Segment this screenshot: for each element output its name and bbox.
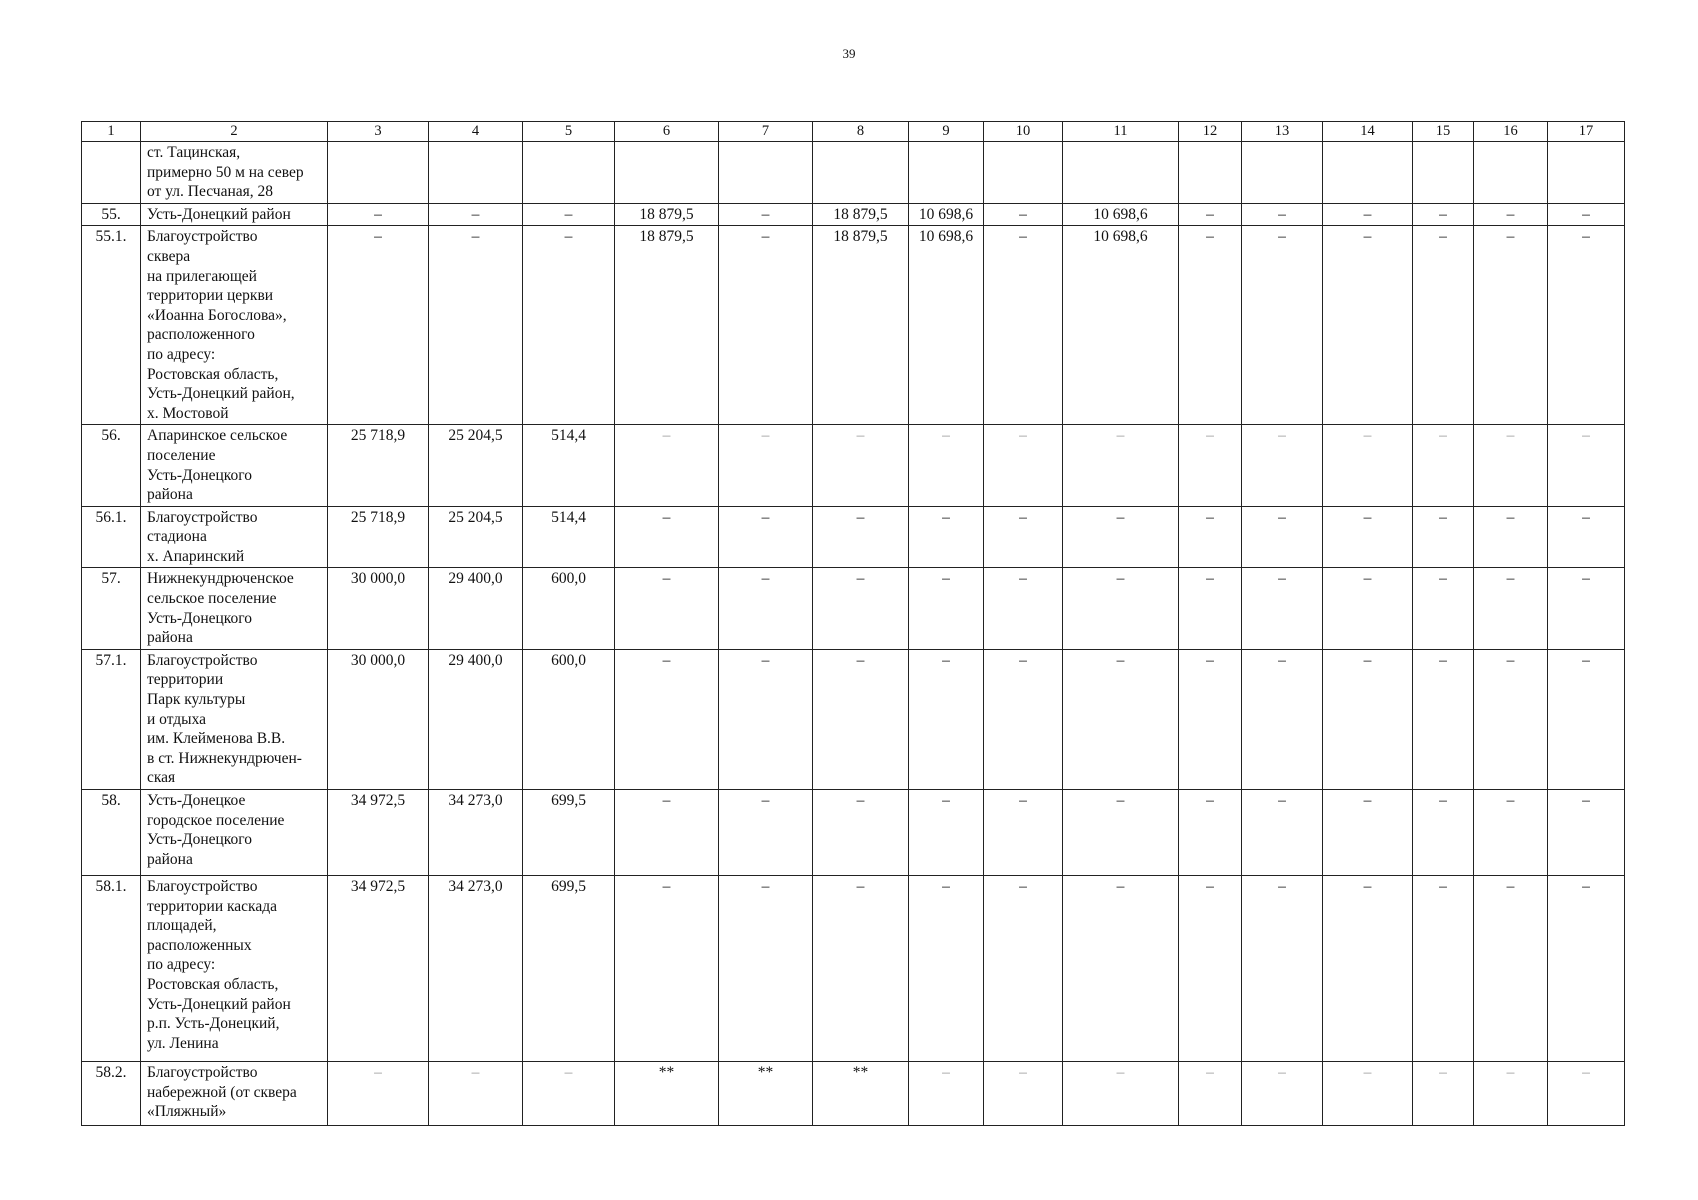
value-cell: – [429,203,523,226]
value-cell: 699,5 [523,876,615,1062]
column-header: 11 [1063,122,1179,142]
row-name [141,203,328,226]
value-cell [719,142,813,204]
value-cell: 18 879,5 [615,226,719,425]
page-number: 39 [842,46,856,61]
table-row [82,203,1625,226]
row-name-line: «Иоанна Богослова», [147,306,287,324]
value-cell: – [1474,876,1548,1062]
value-cell: – [1548,425,1625,506]
value-cell: – [1323,506,1413,568]
row-name-line: ст. Тацинская, [147,144,241,161]
value-cell: – [1063,1062,1179,1126]
column-header: 14 [1323,122,1413,142]
row-name [141,226,328,425]
value-cell: – [1548,790,1625,876]
value-cell [328,142,429,204]
value-cell: – [328,203,429,226]
value-cell: 514,4 [523,425,615,506]
row-name-line: х. Мостовой [147,404,229,422]
row-name [141,790,328,876]
value-cell: – [1413,1062,1474,1126]
budget-table [81,121,1625,1126]
value-cell: 18 879,5 [615,203,719,226]
value-cell: – [719,203,813,226]
value-cell: 10 698,6 [1063,226,1179,425]
value-cell: – [1179,649,1242,789]
value-cell: – [909,425,984,506]
row-name-line: стадиона [147,528,207,546]
row-name-line: Усть-Донецкое [147,792,246,809]
value-cell: – [1474,506,1548,568]
value-cell: – [1179,506,1242,568]
table-row [82,226,1625,425]
value-cell: 30 000,0 [328,649,429,789]
row-name-line: поселение [147,446,216,464]
table-row [82,568,1625,649]
table-row [82,425,1625,506]
value-cell: – [813,876,909,1062]
value-cell: – [1323,876,1413,1062]
column-number-row [82,122,1625,142]
value-cell: 34 273,0 [429,790,523,876]
value-cell: – [328,226,429,425]
row-name [141,876,328,1062]
value-cell: – [984,568,1063,649]
row-name [141,1062,328,1126]
row-name-line: им. Клейменова В.В. [147,730,286,748]
value-cell: 29 400,0 [429,649,523,789]
value-cell: – [1323,203,1413,226]
value-cell: – [1063,649,1179,789]
value-cell: – [1063,425,1179,506]
value-cell: – [1548,876,1625,1062]
value-cell: – [1474,425,1548,506]
row-number: 57. [82,568,141,649]
table-row [82,1062,1625,1126]
value-cell [1548,142,1625,204]
value-cell: – [1242,506,1323,568]
value-cell: – [1063,506,1179,568]
value-cell: – [1323,226,1413,425]
value-cell: 25 204,5 [429,506,523,568]
table-body [82,142,1625,1126]
value-cell [1242,142,1323,204]
value-cell: – [719,425,813,506]
value-cell: 30 000,0 [328,568,429,649]
value-cell: – [615,425,719,506]
value-cell: – [984,203,1063,226]
row-name-line: примерно 50 м на север [147,163,304,181]
value-cell: – [1548,203,1625,226]
value-cell: – [984,506,1063,568]
value-cell: – [1242,790,1323,876]
value-cell [1323,142,1413,204]
value-cell: – [328,1062,429,1126]
value-cell: – [1179,226,1242,425]
row-name-line: Усть-Донецкого [147,466,253,484]
table-row [82,142,1625,204]
row-number: 58. [82,790,141,876]
value-cell: – [1474,649,1548,789]
row-name-line: Усть-Донецкого [147,831,253,849]
value-cell: 18 879,5 [813,226,909,425]
value-cell: – [909,790,984,876]
value-cell: – [813,425,909,506]
value-cell: – [909,1062,984,1126]
column-header: 17 [1548,122,1625,142]
value-cell [1413,142,1474,204]
value-cell: – [1323,649,1413,789]
value-cell: – [615,649,719,789]
row-name-line: набережной (от сквера [147,1083,297,1101]
value-cell: – [429,226,523,425]
value-cell: – [1242,649,1323,789]
row-name-line: Благоустройство [147,228,258,246]
value-cell: 10 698,6 [1063,203,1179,226]
row-name-line: Нижнекундрюченское [147,570,294,588]
value-cell: – [909,649,984,789]
column-header: 4 [429,122,523,142]
row-name-line: в ст. Нижнекундрючен- [147,749,302,767]
row-name-line: территории церкви [147,287,274,305]
row-name-line: Усть-Донецкого [147,609,253,627]
value-cell: – [1179,876,1242,1062]
value-cell: 34 972,5 [328,876,429,1062]
row-name-line: района [147,629,193,647]
value-cell: ** [813,1062,909,1126]
row-name-line: Благоустройство [147,878,258,895]
row-name-line: на прилегающей [147,267,257,285]
row-name [141,506,328,568]
row-name-line: сквера [147,247,191,265]
value-cell: – [523,203,615,226]
row-name [141,425,328,506]
value-cell: 25 204,5 [429,425,523,506]
value-cell: – [813,568,909,649]
value-cell: – [909,876,984,1062]
value-cell: – [1474,226,1548,425]
column-header: 1 [82,122,141,142]
value-cell: – [1413,568,1474,649]
column-header: 9 [909,122,984,142]
value-cell: – [813,790,909,876]
value-cell: – [1179,203,1242,226]
value-cell: – [813,506,909,568]
column-header: 6 [615,122,719,142]
row-name-line: х. Апаринский [147,547,245,565]
value-cell: – [984,790,1063,876]
value-cell: 25 718,9 [328,425,429,506]
row-name [141,568,328,649]
value-cell: – [1413,425,1474,506]
row-name-line: р.п. Усть-Донецкий, [147,1015,280,1033]
value-cell: – [984,649,1063,789]
value-cell [984,142,1063,204]
value-cell: – [1548,1062,1625,1126]
row-number: 56.1. [82,506,141,568]
value-cell: – [1413,203,1474,226]
value-cell [1063,142,1179,204]
value-cell: – [1323,790,1413,876]
row-name-line: городское поселение [147,811,285,829]
value-cell: – [1242,203,1323,226]
value-cell: – [615,568,719,649]
value-cell [1474,142,1548,204]
value-cell: 600,0 [523,649,615,789]
value-cell: – [719,226,813,425]
value-cell: – [523,1062,615,1126]
value-cell: 34 273,0 [429,876,523,1062]
row-name-line: Усть-Донецкий район [147,995,291,1013]
value-cell: – [909,568,984,649]
value-cell: – [719,506,813,568]
value-cell: – [1474,203,1548,226]
column-header: 5 [523,122,615,142]
row-number: 58.1. [82,876,141,1062]
row-name-line: Ростовская область, [147,365,279,383]
value-cell: 10 698,6 [909,226,984,425]
value-cell: – [1063,876,1179,1062]
row-name [141,142,328,204]
row-name-line: Усть-Донецкий район [147,205,291,223]
row-name-line: ская [147,769,176,787]
row-name-line: Благоустройство [147,651,258,669]
value-cell: – [1413,876,1474,1062]
value-cell [909,142,984,204]
column-header: 16 [1474,122,1548,142]
column-header: 8 [813,122,909,142]
table-row [82,876,1625,1062]
row-name-line: ул. Ленина [147,1034,219,1052]
row-name-line: площадей, [147,917,217,935]
value-cell: 25 718,9 [328,506,429,568]
row-number: 58.2. [82,1062,141,1126]
value-cell: – [984,425,1063,506]
row-name-line: Ростовская область, [147,975,279,993]
value-cell: – [909,506,984,568]
value-cell: – [523,226,615,425]
value-cell: – [719,790,813,876]
value-cell: 29 400,0 [429,568,523,649]
row-name-line: от ул. Песчаная, 28 [147,183,274,201]
value-cell: 18 879,5 [813,203,909,226]
value-cell: – [984,226,1063,425]
row-name-line: «Пляжный» [147,1103,227,1121]
value-cell: – [1474,1062,1548,1126]
column-header: 2 [141,122,328,142]
row-name [141,649,328,789]
value-cell: – [429,1062,523,1126]
column-header: 12 [1179,122,1242,142]
value-cell [615,142,719,204]
row-number: 56. [82,425,141,506]
value-cell: – [1242,226,1323,425]
value-cell: 600,0 [523,568,615,649]
column-header: 13 [1242,122,1323,142]
value-cell: – [1242,425,1323,506]
row-name-line: по адресу: [147,956,216,974]
row-name-line: Благоустройство [147,1064,258,1081]
value-cell: 699,5 [523,790,615,876]
row-name-line: Благоустройство [147,508,258,526]
value-cell: – [1179,790,1242,876]
value-cell: – [1323,1062,1413,1126]
column-header: 15 [1413,122,1474,142]
value-cell: – [1413,649,1474,789]
value-cell: – [615,790,719,876]
value-cell: – [1242,1062,1323,1126]
row-name-line: и отдыха [147,710,207,728]
table-row [82,790,1625,876]
value-cell [429,142,523,204]
value-cell: – [984,1062,1063,1126]
value-cell: 10 698,6 [909,203,984,226]
table-row [82,649,1625,789]
value-cell: – [1474,790,1548,876]
value-cell: ** [719,1062,813,1126]
value-cell: – [719,568,813,649]
value-cell: – [1548,506,1625,568]
row-number: 57.1. [82,649,141,789]
value-cell: – [1548,568,1625,649]
row-name-line: района [147,850,193,868]
value-cell: – [1063,568,1179,649]
row-number: 55.1. [82,226,141,425]
value-cell: – [1413,790,1474,876]
row-name-line: по адресу: [147,345,216,363]
value-cell: 34 972,5 [328,790,429,876]
value-cell: – [719,649,813,789]
value-cell: – [1323,568,1413,649]
value-cell: – [1242,568,1323,649]
value-cell: – [1179,1062,1242,1126]
column-header: 7 [719,122,813,142]
value-cell [1179,142,1242,204]
row-number [82,142,141,204]
value-cell: – [1413,506,1474,568]
value-cell: – [1474,568,1548,649]
row-name-line: Усть-Донецкий район, [147,385,295,403]
value-cell: – [719,876,813,1062]
row-name-line: расположенного [147,326,255,344]
column-header: 10 [984,122,1063,142]
row-name-line: территории [147,671,224,689]
value-cell: – [1063,790,1179,876]
value-cell: – [1242,876,1323,1062]
value-cell: 514,4 [523,506,615,568]
value-cell: – [1548,649,1625,789]
value-cell: – [1179,425,1242,506]
row-name-line: сельское поселение [147,590,277,608]
value-cell: – [1548,226,1625,425]
column-header: 3 [328,122,429,142]
value-cell: – [984,876,1063,1062]
table-row [82,506,1625,568]
row-name-line: территории каскада [147,897,277,915]
value-cell: – [615,506,719,568]
value-cell: – [1179,568,1242,649]
row-name-line: расположенных [147,936,252,954]
row-name-line: Парк культуры [147,691,246,709]
value-cell: – [1323,425,1413,506]
value-cell: ** [615,1062,719,1126]
value-cell: – [1413,226,1474,425]
row-number: 55. [82,203,141,226]
value-cell [523,142,615,204]
row-name-line: Апаринское сельское [147,427,288,445]
value-cell: – [813,649,909,789]
value-cell [813,142,909,204]
value-cell: – [615,876,719,1062]
row-name-line: района [147,486,193,504]
